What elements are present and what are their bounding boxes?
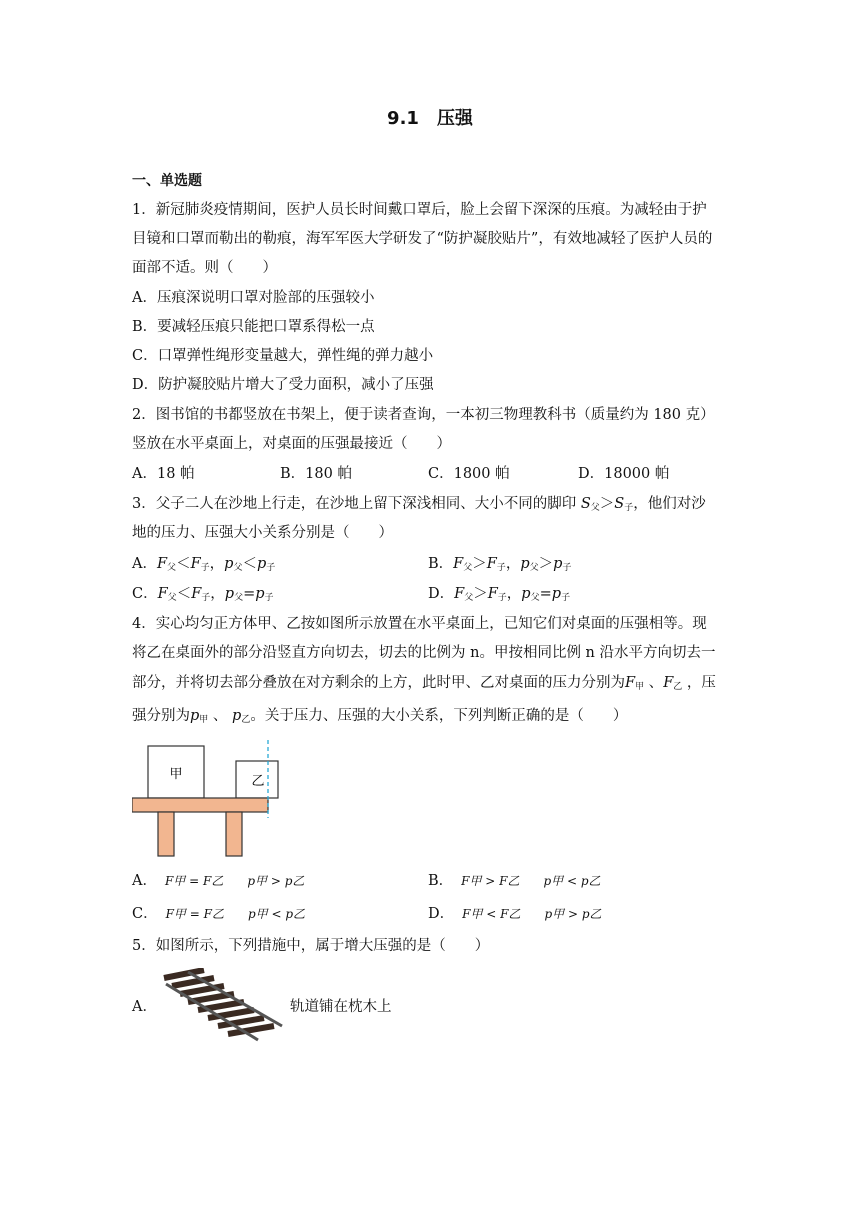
q3-sub: 子 [266,563,276,573]
q3-rel: = [539,586,552,602]
q3-sub: 子 [496,563,506,573]
q5-line: 5．如图所示，下列措施中，属于增大压强的是（ ） [132,938,490,954]
q3-p: p [521,586,531,602]
q3-comma: ， [505,556,521,572]
q3-rel: = [243,586,256,602]
q3-sub: 父 [464,593,474,603]
q3-line-1-text: 3．父子二人在沙地上行走，在沙地上留下深浅相同、大小不同的脚印 [132,496,581,512]
q3-sub: 父 [167,593,177,603]
table-top [132,798,268,812]
q5-option-a-label: A． [132,999,157,1015]
q3-rel: ＜ [176,586,192,602]
q4-line-1: 4．实心均匀正方体甲、乙按如图所示放置在水平桌面上，已知它们对桌面的压强相等。现 [132,616,707,632]
q2-option-c: C．1800 帕 [428,466,510,482]
q3-sub: 父 [529,563,539,573]
q4-f-yi: F [663,675,674,691]
q4-line-3-end: ，压 [686,675,716,691]
q3-rel: ＞ [473,586,488,602]
q4-option-c-label: C． [132,906,158,922]
q4-option-d-p: p甲 > p乙 [544,907,602,921]
q3-p: p [224,556,234,572]
q3-comma: ， [506,586,522,602]
q3-sub: 子 [201,593,211,603]
q3-p: p [553,556,563,572]
q2-line-2: 竖放在水平桌面上，对桌面的压强最接近（ ） [132,436,451,452]
q1-line-2: 目镜和口罩而勒出的勒痕，海军军医大学研发了“防护凝胶贴片”，有效地减轻了医护人员的 [132,231,713,247]
q3-line-1-end: ，他们对沙 [633,496,706,512]
q3-p: p [551,586,562,602]
q3-symbol-s: S [580,496,591,512]
q4-option-a [132,870,304,892]
table-leg-left [158,812,174,856]
q1-option-a: A．压痕深说明口罩对脸部的压强较小 [132,290,375,306]
q4-options-row-2 [132,903,732,925]
q4-option-b-p: p甲 < p乙 [543,874,601,888]
page-title [0,104,860,130]
q3-f: F [191,586,202,602]
q1-option-b: B．要减轻压痕只能把口罩系得松一点 [132,319,375,335]
q4-sub-yi: 乙 [241,715,251,725]
q3-comma: ， [209,556,225,572]
q5-option-a-caption: 轨道铺在枕木上 [290,999,392,1015]
title-number: 9.1 [387,108,419,129]
q3-sub: 子 [497,593,507,603]
q4-option-d-f: F甲 < F乙 [462,907,521,921]
q4-line-3-text: 部分，并将切去部分叠放在对方剩余的上方，此时甲、乙对桌面的压力分别为 [132,675,625,691]
q3-sub-zi: 子 [624,503,634,513]
q3-option-d [428,583,570,609]
q4-option-b-f: F甲 > F乙 [461,874,520,888]
q3-comma: ， [210,586,225,602]
q4-option-d-label: D． [428,906,455,922]
q4-option-b [428,870,601,892]
q2-option-a: A．18 帕 [132,466,195,482]
q3-option-b [428,553,571,579]
q3-option-b-label: B． [428,556,454,572]
q3-f: F [156,556,168,572]
railway-track-image [158,968,286,1046]
q4-option-a-label: A． [132,873,157,889]
q4-sub-jia: 甲 [199,715,209,725]
q4-line-3: 部分，并将切去部分叠放在对方剩余的上方，此时甲、乙对桌面的压力分别为$F_甲$ 、$F_乙$ ，压 [132,675,716,692]
q3-sub: 父 [463,563,473,573]
q1-option-d: D．防护凝胶贴片增大了受力面积，减小了压强 [132,377,434,393]
q2-line-1: 2．图书馆的书都竖放在书架上，便于读者查询，一本初三物理教科书（质量约为 180 克） [132,407,715,423]
table-leg-right [226,812,242,856]
q3-f: F [487,586,498,602]
q3-option-d-label: D． [428,586,455,602]
q1-line-1: 1．新冠肺炎疫情期间，医护人员长时间戴口罩后，脸上会留下深深的压痕。为减轻由于护 [132,202,707,218]
q3-sub: 子 [561,593,571,603]
q3-sub: 父 [233,563,243,573]
q3-sub: 子 [200,563,210,573]
q4-option-c-p: p甲 < p乙 [247,907,306,921]
q4-option-a-f: F甲 = F乙 [164,874,224,888]
q3-option-a-label: A． [132,556,157,572]
q3-f: F [190,556,201,572]
q3-sub: 子 [264,593,274,603]
q3-rel: ＜ [176,556,191,572]
q4-option-a-p: p甲 > p乙 [247,874,305,888]
q3-line-1 [132,493,732,519]
q4-option-c-f: F甲 = F乙 [165,907,224,921]
q2-option-d: D．18000 帕 [578,466,670,482]
q1-option-c: C．口罩弹性绳形变量越大，弹性绳的弹力越小 [132,348,434,364]
q4-line-4: 强分别为$p_甲$ 、 $p_乙$。关于压力、压强的大小关系，下列判断正确的是（ ） [132,708,628,725]
q3-symbol-s2: S [614,496,625,512]
q3-f: F [454,586,465,602]
q3-p: p [255,586,265,602]
q3-sub: 父 [167,563,177,573]
q3-option-c-label: C． [132,586,158,602]
block-jia-label: 甲 [169,767,183,782]
q3-sub-fu: 父 [590,503,600,513]
q2-options [132,463,732,485]
q3-rel: ＞ [538,556,554,572]
q3-line-2: 地的压力、压强大小关系分别是（ ） [132,525,393,541]
q3-rel: ＞ [472,556,487,572]
q3-f: F [453,556,464,572]
q2-option-b: B．180 帕 [280,466,352,482]
q4-p-jia: p [190,708,200,724]
q3-gt: ＞ [599,496,615,512]
q3-options-row-1 [132,553,732,575]
q4-sub-jia: 甲 [635,682,645,692]
q4-options-row-1 [132,870,732,892]
q3-sub: 子 [562,563,572,573]
q3-sub: 父 [234,593,244,603]
q3-sub: 父 [530,593,540,603]
q4-f-jia: F [625,675,636,691]
section-heading: 一、单选题 [132,173,202,189]
q3-option-c [132,583,274,609]
q4-line-2: 将乙在桌面外的部分沿竖直方向切去，切去的比例为 n。甲按相同比例 n 沿水平方向切去一 [132,645,716,661]
q3-rel: ＜ [242,556,257,572]
q4-line-4-text: 强分别为 [132,708,190,724]
q4-p-yi: p [232,708,242,724]
q4-option-d [428,903,602,925]
q4-figure [132,740,292,858]
q1-line-3: 面部不适。则（ ） [132,260,277,276]
q3-f: F [157,586,168,602]
q4-sub-yi: 乙 [673,682,683,692]
q3-p: p [520,556,530,572]
q3-options-row-2 [132,583,732,605]
q4-line-4-end: 。关于压力、压强的大小关系，下列判断正确的是（ ） [250,708,628,724]
q3-option-a [132,553,275,579]
q3-p: p [256,556,267,572]
q3-f: F [486,556,497,572]
q4-option-c [132,903,305,925]
block-yi-label: 乙 [251,774,265,789]
q4-option-b-label: B． [428,873,454,889]
title-text: 压强 [436,108,473,129]
q3-p: p [224,586,235,602]
